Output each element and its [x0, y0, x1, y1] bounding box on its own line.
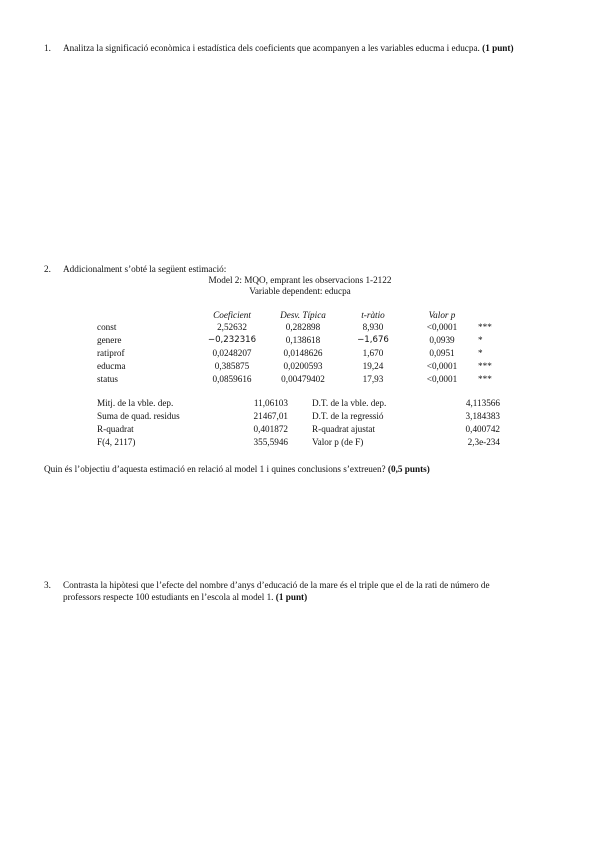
- row-var: const: [97, 322, 117, 332]
- row-stars: ***: [478, 322, 492, 332]
- q1-points: (1 punt): [482, 43, 514, 53]
- row-se: 0,00479402: [281, 374, 325, 384]
- row-coef: 0,0248207: [212, 348, 252, 358]
- row-t: 17,93: [362, 374, 384, 384]
- q3-line2: [63, 592, 307, 602]
- stat-value: 2,3e-234: [467, 437, 500, 447]
- q2-question: [44, 464, 430, 474]
- row-p: 0,0939: [429, 335, 455, 345]
- stat-label: R-quadrat: [97, 424, 134, 434]
- q3-question-text: professors respecte 100 estudiants en l’escola al model 1.: [63, 592, 274, 602]
- stat-value: 0,400742: [465, 424, 500, 434]
- q2-question-text: Quin és l’objectiu d’aquesta estimació en relació al model 1 i quines conclusions s’extreuen?: [44, 464, 386, 474]
- row-se: 0,282898: [285, 322, 321, 332]
- header-coef: Coeficient: [213, 310, 251, 320]
- row-p: <0,0001: [426, 361, 458, 371]
- stat-value: 0,401872: [253, 424, 288, 434]
- row-coef: 0,385875: [214, 361, 250, 371]
- stat-value: 355,5946: [253, 437, 288, 447]
- row-var: status: [97, 374, 118, 384]
- header-p: Valor p: [428, 310, 456, 320]
- q2-number: 2.: [44, 264, 51, 274]
- row-p: <0,0001: [426, 374, 458, 384]
- stat-label: R-quadrat ajustat: [312, 424, 376, 434]
- stat-label: Suma de quad. residus: [97, 411, 180, 421]
- q3-line1: Contrasta la hipòtesi que l’efecte del nombre d’anys d’educació de la mare és el triple que el de la rati de número de: [63, 580, 490, 590]
- q3-points: (1 punt): [275, 592, 308, 602]
- stat-label: D.T. de la vble. dep.: [312, 398, 387, 408]
- row-t: 8,930: [362, 322, 384, 332]
- row-p: <0,0001: [426, 322, 458, 332]
- row-stars: *: [478, 348, 483, 358]
- row-stars: ***: [478, 374, 492, 384]
- q2-points: (0,5 punts): [387, 464, 430, 474]
- header-t: t-ràtio: [361, 310, 385, 320]
- row-coef: 2,52632: [217, 322, 247, 332]
- stat-label: D.T. de la regressió: [312, 411, 384, 421]
- row-stars: ***: [478, 361, 492, 371]
- row-coef: −0,232316: [207, 335, 257, 345]
- stat-label: Valor p (de F): [312, 437, 364, 447]
- stat-label: Mitj. de la vble. dep.: [97, 398, 174, 408]
- row-var: ratiprof: [97, 348, 125, 358]
- row-t: 19,24: [362, 361, 384, 371]
- stat-value: 4,113566: [465, 398, 500, 408]
- q1-number: 1.: [44, 43, 51, 53]
- stat-value: 11,06103: [253, 398, 288, 408]
- stat-value: 21467,01: [253, 411, 288, 421]
- q2-intro: Addicionalment s’obté la següent estimació:: [63, 264, 227, 274]
- model-title: Model 2: MQO, emprant les observacions 1-2122: [208, 275, 392, 285]
- row-se: 0,0148626: [283, 348, 323, 358]
- q1-question-text: Analitza la significació econòmica i estadística dels coeficients que acompanyen a les variables educma i educpa.: [63, 43, 480, 53]
- q3-number: 3.: [44, 580, 51, 590]
- dependent-variable: Variable dependent: educpa: [249, 286, 351, 296]
- row-p: 0,0951: [429, 348, 455, 358]
- header-se: Desv. Típica: [280, 310, 326, 320]
- stat-value: 3,184383: [465, 411, 500, 421]
- row-coef: 0,0859616: [212, 374, 252, 384]
- row-stars: *: [478, 335, 483, 345]
- stat-label: F(4, 2117): [97, 437, 136, 447]
- row-se: 0,138618: [285, 335, 321, 345]
- row-t: −1,676: [357, 335, 389, 345]
- row-t: 1,670: [362, 348, 384, 358]
- row-se: 0,0200593: [283, 361, 323, 371]
- row-var: genere: [97, 335, 122, 345]
- q1-text: [63, 43, 514, 53]
- row-var: educma: [97, 361, 126, 371]
